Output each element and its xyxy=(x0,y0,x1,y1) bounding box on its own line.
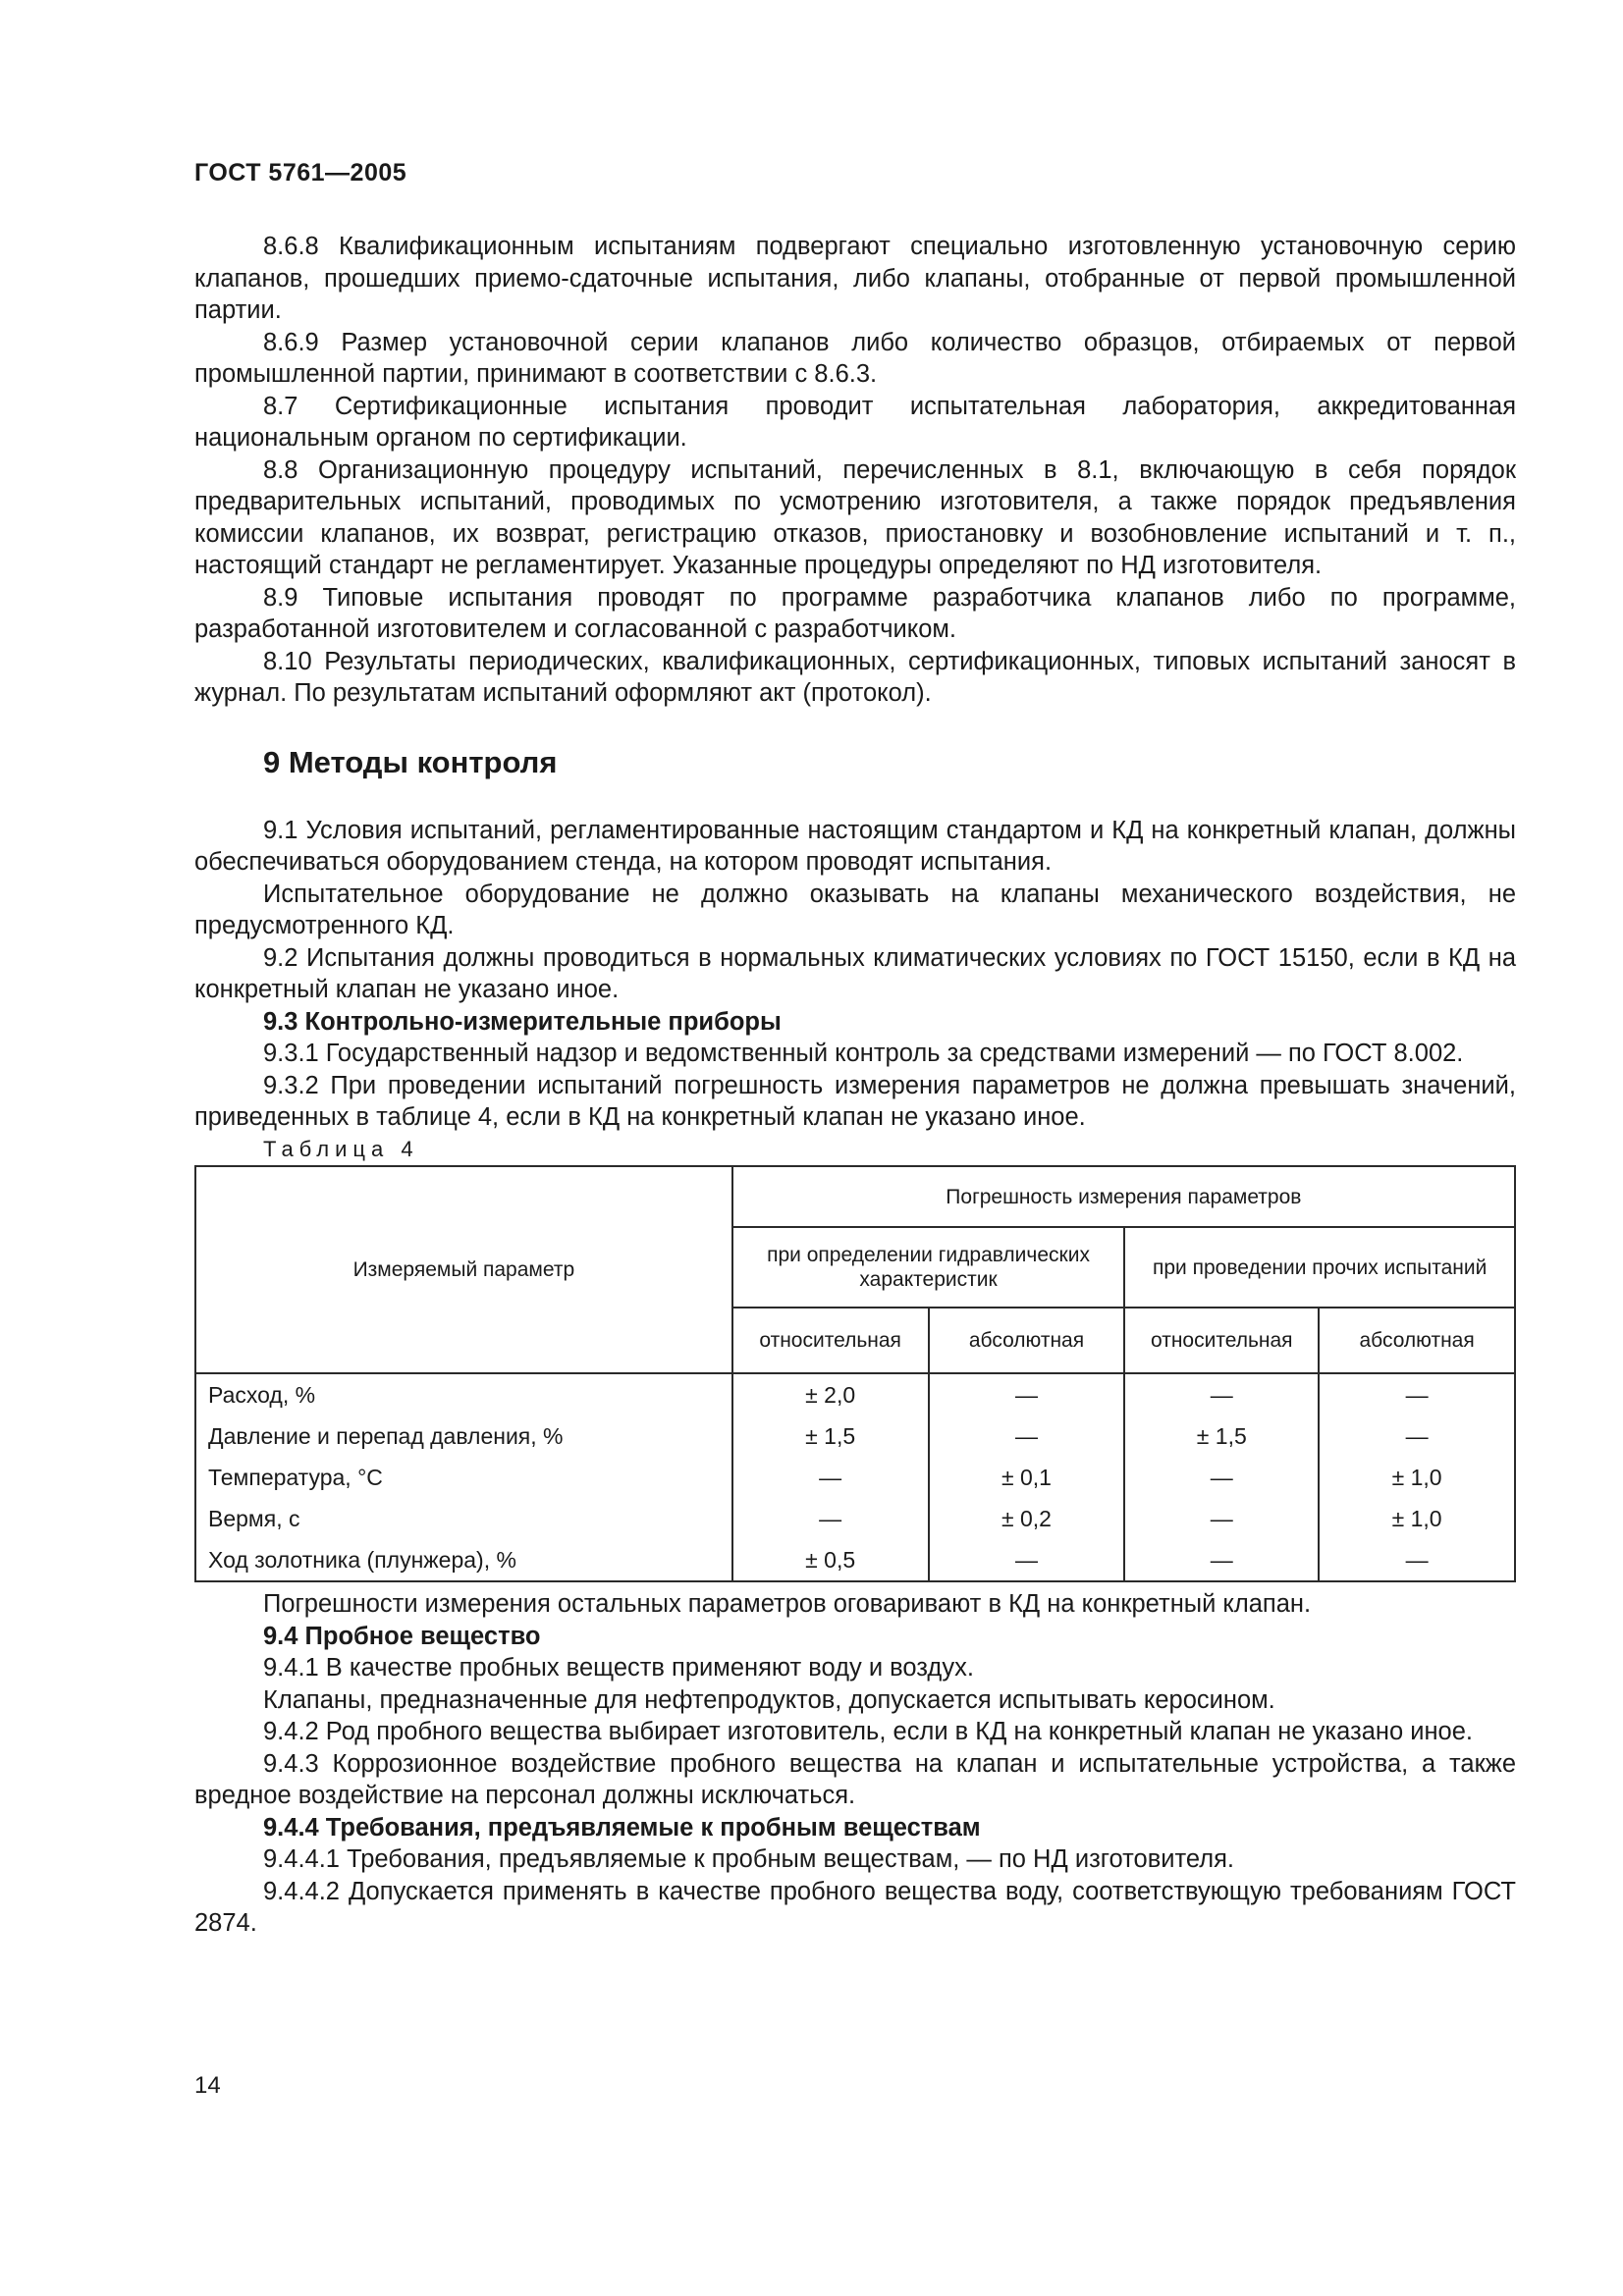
header-error-group: Погрешность измерения параметров xyxy=(732,1166,1515,1227)
table-row xyxy=(195,1539,1515,1581)
subsection-heading-9-4-4: 9.4.4 Требования, предъявляемые к пробным веществам xyxy=(263,1813,981,1842)
cell-value: ± 1,0 xyxy=(1319,1498,1515,1539)
subsection-heading-9-3: 9.3 Контрольно-измерительные приборы xyxy=(263,1007,782,1036)
paragraph-9-4-1: 9.4.1 В качестве пробных веществ применяют воду и воздух. xyxy=(263,1654,974,1682)
header-hydraulic: при определении гидравлических характеристик xyxy=(732,1227,1125,1308)
header-other-relative: относительная xyxy=(1124,1308,1319,1373)
cell-value: — xyxy=(1319,1373,1515,1415)
cell-value: ± 1,5 xyxy=(732,1415,929,1457)
paragraph-9-4-3: 9.4.3 Коррозионное воздействие пробного вещества на клапан и испытательные устройства, а также вредное воздействие на персонал должны исключаться. xyxy=(194,1749,1516,1809)
cell-parameter: Температура, °С xyxy=(195,1457,732,1498)
cell-value: ± 1,5 xyxy=(1124,1415,1319,1457)
cell-value: — xyxy=(1319,1415,1515,1457)
cell-parameter: Расход, % xyxy=(195,1373,732,1415)
paragraph-9-4-1-cont: Клапаны, предназначенные для нефтепродуктов, допускается испытывать керосином. xyxy=(263,1685,1275,1714)
paragraph-8-6-9: 8.6.9 Размер установочной серии клапанов либо количество образцов, отбираемых от первой промышленной партии, принимают в соответствии с 8.6.3. xyxy=(194,328,1516,388)
paragraph-9-3-2: 9.3.2 При проведении испытаний погрешность измерения параметров не должна превышать значений, приведенных в таблице 4, если в КД на конкретный клапан не указано иное. xyxy=(194,1071,1516,1131)
subsection-heading-9-4: 9.4 Пробное вещество xyxy=(263,1622,541,1650)
paragraph-8-8: 8.8 Организационную процедуру испытаний, перечисленных в 8.1, включающую в себя порядок предварительных испытаний, проводимых по усмотрению изготовителя, а также порядок предъявления комиссии клапанов, их возврат, регистрацию отказов, приостановку и возобновление испытаний и т. п., настоящий стандарт не регламентирует. Указанные процедуры определяют по НД изготовителя. xyxy=(194,455,1516,579)
paragraph-9-1: 9.1 Условия испытаний, регламентированные настоящим стандартом и КД на конкретный клапан, должны обеспечиваться оборудованием стенда, на котором проводят испытания. xyxy=(194,816,1516,876)
paragraph-9-4-4-2: 9.4.4.2 Допускается применять в качестве пробного вещества воду, соответствующую требованиям ГОСТ 2874. xyxy=(194,1877,1516,1937)
table-row xyxy=(195,1415,1515,1457)
paragraph-9-4-4-1: 9.4.4.1 Требования, предъявляемые к пробным веществам, — по НД изготовителя. xyxy=(263,1845,1234,1873)
page-number: 14 xyxy=(194,2072,221,2099)
cell-value: — xyxy=(732,1457,929,1498)
cell-value: — xyxy=(929,1539,1125,1581)
cell-value: — xyxy=(1319,1539,1515,1581)
header-measured-parameter: Измеряемый параметр xyxy=(195,1166,732,1373)
cell-value: — xyxy=(1124,1498,1319,1539)
header-hydraulic-absolute: абсолютная xyxy=(929,1308,1125,1373)
paragraph-8-6-8: 8.6.8 Квалификационным испытаниям подвергают специально изготовленную установочную серию клапанов, прошедших приемо-сдаточные испытания, либо клапаны, отобранные от первой промышленной партии. xyxy=(194,233,1516,324)
table-row xyxy=(195,1373,1515,1415)
cell-value: — xyxy=(929,1415,1125,1457)
table-row xyxy=(195,1498,1515,1539)
header-other-absolute: абсолютная xyxy=(1319,1308,1515,1373)
measurement-error-table xyxy=(194,1165,1516,1582)
cell-value: ± 0,5 xyxy=(732,1539,929,1581)
page-content xyxy=(194,231,1516,1940)
cell-value: — xyxy=(1124,1457,1319,1498)
cell-value: — xyxy=(1124,1539,1319,1581)
cell-value: ± 0,1 xyxy=(929,1457,1125,1498)
cell-value: ± 1,0 xyxy=(1319,1457,1515,1498)
header-other-tests: при проведении прочих испытаний xyxy=(1124,1227,1515,1308)
paragraph-9-1-cont: Испытательное оборудование не должно оказывать на клапаны механического воздействия, не предусмотренного КД. xyxy=(194,880,1516,939)
paragraph-8-9: 8.9 Типовые испытания проводят по программе разработчика клапанов либо по программе, разработанной изготовителем и согласованной с разработчиком. xyxy=(194,583,1516,643)
paragraph-9-4-2: 9.4.2 Род пробного вещества выбирает изготовитель, если в КД на конкретный клапан не указано иное. xyxy=(263,1718,1474,1745)
table-row xyxy=(195,1457,1515,1498)
header-hydraulic-relative: относительная xyxy=(732,1308,929,1373)
paragraph-after-table: Погрешности измерения остальных параметров оговаривают в КД на конкретный клапан. xyxy=(263,1590,1312,1618)
cell-parameter: Давление и перепад давления, % xyxy=(195,1415,732,1457)
cell-value: — xyxy=(929,1373,1125,1415)
cell-parameter: Вермя, с xyxy=(195,1498,732,1539)
cell-value: ± 0,2 xyxy=(929,1498,1125,1539)
cell-parameter: Ход золотника (плунжера), % xyxy=(195,1539,732,1581)
document-header: ГОСТ 5761—2005 xyxy=(194,159,407,187)
cell-value: — xyxy=(1124,1373,1319,1415)
paragraph-8-10: 8.10 Результаты периодических, квалификационных, сертификационных, типовых испытаний заносят в журнал. По результатам испытаний оформляют акт (протокол). xyxy=(194,647,1516,707)
section-heading: 9 Методы контроля xyxy=(263,744,558,779)
cell-value: — xyxy=(732,1498,929,1539)
paragraph-9-3-1: 9.3.1 Государственный надзор и ведомственный контроль за средствами измерений — по ГОСТ 8.002. xyxy=(263,1040,1464,1067)
table-caption: Таблица 4 xyxy=(263,1136,419,1161)
cell-value: ± 2,0 xyxy=(732,1373,929,1415)
paragraph-9-2: 9.2 Испытания должны проводиться в нормальных климатических условиях по ГОСТ 15150, если в КД на конкретный клапан не указано иное. xyxy=(194,943,1516,1003)
paragraph-8-7: 8.7 Сертификационные испытания проводит испытательная лаборатория, аккредитованная национальным органом по сертификации. xyxy=(194,392,1516,452)
